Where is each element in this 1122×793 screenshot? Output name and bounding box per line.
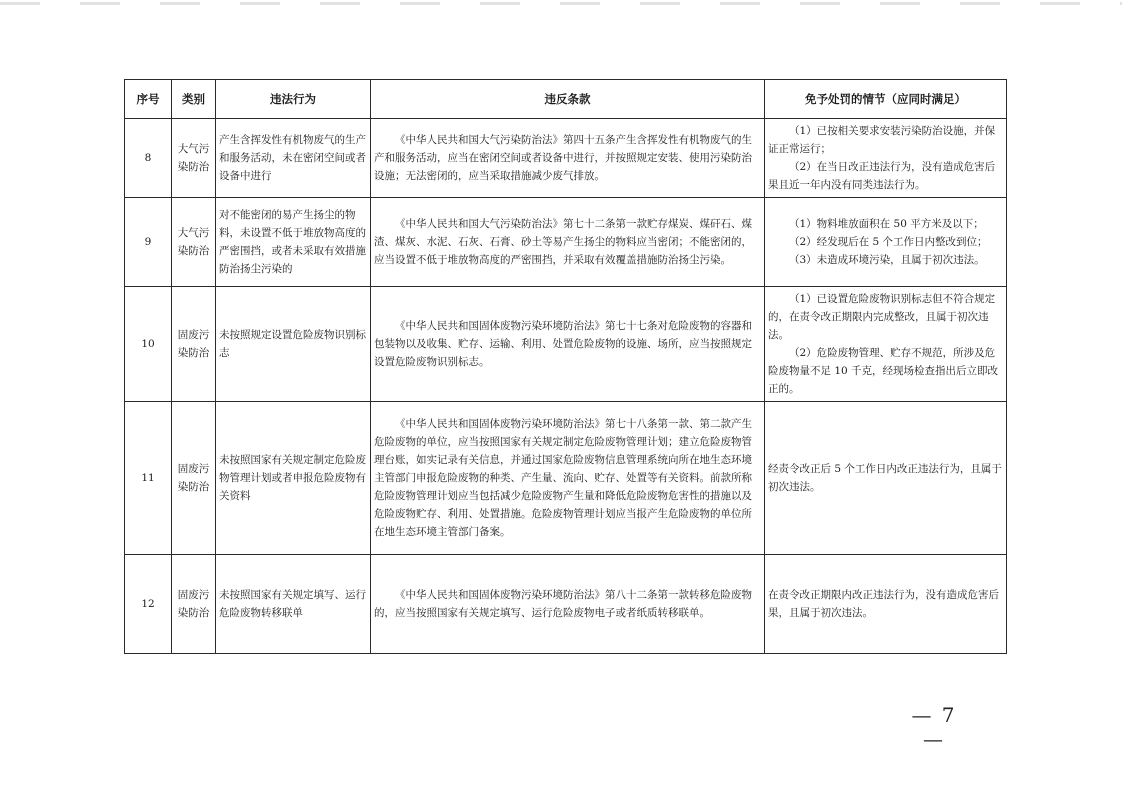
row-exemption [765,287,1007,402]
table-row [125,198,1007,287]
exemption-item: （3）未造成环境污染，且属于初次违法。 [789,254,985,266]
header-category: 类别 [172,80,216,119]
row-article: 《中华人民共和国固体废物污染环境防治法》第七十八条第一款、第二款产生危险废物的单位，应当按照国家有关规定制定危险废物管理计划；建立危险废物管理台账，如实记录有关信息，并通过国家危险废物信息管理系统向所在地生态环境主管部门申报危险废物的种类、产生量、流向、贮存、处置等有关资料。前款所称危险废物管理计划应当包括减少危险废物产生量和降低危险废物危害性的措施以及危险废物贮存、利用、处置措施。危险废物管理计划应当报产生危险废物的单位所在地生态环境主管部门备案。 [371,402,765,555]
row-exemption [765,555,1007,654]
table-row [125,119,1007,198]
row-exemption [765,119,1007,198]
exemption-item: （1）已按相关要求安装污染防治设施，并保证正常运行； [768,125,996,155]
row-article: 《中华人民共和国固体废物污染环境防治法》第八十二条第一款转移危险废物的，应当按照国家有关规定填写、运行危险废物电子或者纸质转移联单。 [371,555,765,654]
exemption-item: （2）在当日改正违法行为，没有造成危害后果且近一年内没有同类违法行为。 [768,161,996,191]
table-row [125,402,1007,555]
row-category: 固废污染防治 [172,402,216,555]
header-article: 违反条款 [371,80,765,119]
row-article: 《中华人民共和国大气污染防治法》第七十二条第一款贮存煤炭、煤矸石、煤渣、煤灰、水泥、石灰、石膏、砂土等易产生扬尘的物料应当密闭；不能密闭的，应当设置不低于堆放物高度的严密围挡，并采取有效覆盖措施防治扬尘污染。 [371,198,765,287]
row-category: 大气污染防治 [172,198,216,287]
row-number: 11 [125,402,172,555]
table-row [125,287,1007,402]
exemption-item: （2）经发现后在 5 个工作日内整改到位； [789,236,988,248]
row-violation: 未按照规定设置危险废物识别标志 [216,287,371,402]
row-category: 固废污染防治 [172,287,216,402]
table-header-row [125,80,1007,119]
exemption-item: （1）物料堆放面积在 50 平方米及以下； [789,218,984,230]
exemption-item: （1）已设置危险废物识别标志但不符合规定的，在责令改正期限内完成整改，且属于初次违法。 [768,293,996,341]
page-number: — 7 — [911,703,957,751]
row-category: 大气污染防治 [172,119,216,198]
row-number: 9 [125,198,172,287]
table-row [125,555,1007,654]
row-number: 10 [125,287,172,402]
exemption-item: （2）危险废物管理、贮存不规范，所涉及危险废物量不足 10 千克，经现场检查指出后立即改正的。 [768,347,999,395]
row-exemption [765,198,1007,287]
row-category: 固废污染防治 [172,555,216,654]
row-number: 8 [125,119,172,198]
exemption-item: 在责令改正期限内改正违法行为，没有造成危害后果，且属于初次违法。 [768,589,999,619]
row-number: 12 [125,555,172,654]
row-violation: 对不能密闭的易产生扬尘的物料，未设置不低于堆放物高度的严密围挡，或者未采取有效措施防治扬尘污染的 [216,198,371,287]
row-violation: 未按照国家有关规定制定危险废物管理计划或者申报危险废物有关资料 [216,402,371,555]
exemption-item: 经责令改正后 5 个工作日内改正违法行为，且属于初次违法。 [768,463,1002,493]
row-article: 《中华人民共和国固体废物污染环境防治法》第七十七条对危险废物的容器和包装物以及收集、贮存、运输、利用、处置危险废物的设施、场所，应当按照规定设置危险废物识别标志。 [371,287,765,402]
row-exemption [765,402,1007,555]
header-no: 序号 [125,80,172,119]
scan-artifact [0,2,1122,5]
row-violation: 产生含挥发性有机物废气的生产和服务活动，未在密闭空间或者设备中进行 [216,119,371,198]
row-article: 《中华人民共和国大气污染防治法》第四十五条产生含挥发性有机物废气的生产和服务活动，应当在密闭空间或者设备中进行，并按照规定安装、使用污染防治设施；无法密闭的，应当采取措施减少废气排放。 [371,119,765,198]
penalty-exemption-table [124,79,1007,654]
row-violation: 未按照国家有关规定填写、运行危险废物转移联单 [216,555,371,654]
header-exemption: 免予处罚的情节（应同时满足） [765,80,1007,119]
header-violation: 违法行为 [216,80,371,119]
